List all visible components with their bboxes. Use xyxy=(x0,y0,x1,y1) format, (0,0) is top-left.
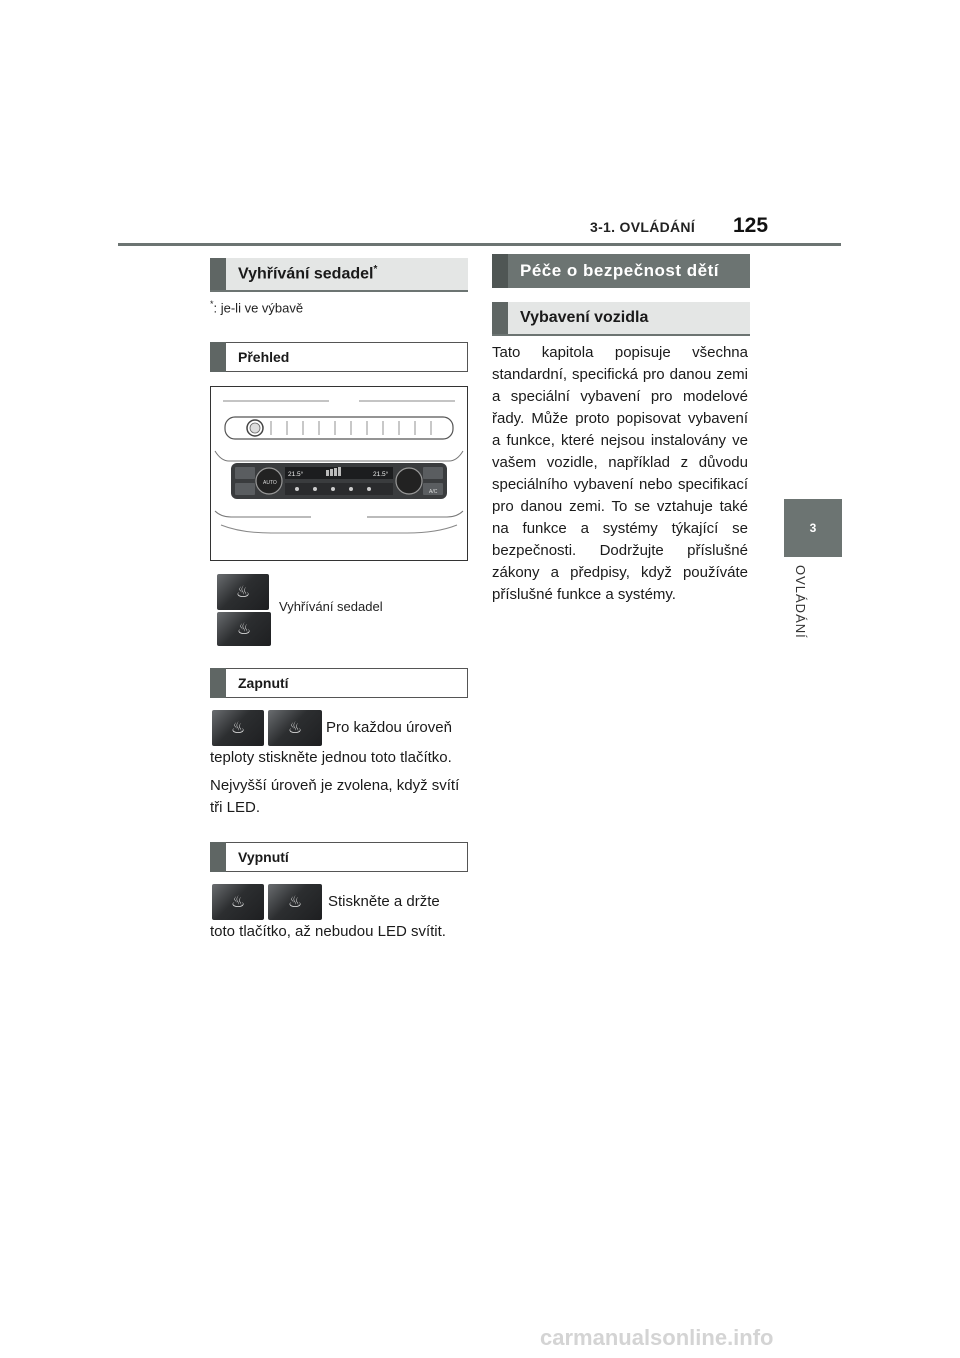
section-heading-child-safety xyxy=(492,254,750,288)
climate-panel-drawing xyxy=(211,387,467,560)
footnote xyxy=(210,299,303,315)
seat-heating-icon: ♨ xyxy=(268,710,322,746)
footnote-text: : je-li ve výbavě xyxy=(213,300,304,316)
seat-heating-icon: ♨ xyxy=(217,574,269,610)
subheading-text: Zapnutí xyxy=(238,675,289,691)
ac-label: A/C xyxy=(429,489,438,495)
subheading-prehled xyxy=(210,342,468,372)
section-title: Péče o bezpečnost dětí xyxy=(520,261,719,280)
footnote-asterisk: * xyxy=(210,299,214,309)
seat-heating-icon: ♨ xyxy=(212,710,264,746)
header-divider xyxy=(118,243,841,246)
seat-heating-icon: ♨ xyxy=(212,884,264,920)
heading-bar xyxy=(210,258,226,290)
temp-left: 21.5° xyxy=(288,471,304,478)
climate-panel-figure xyxy=(210,386,468,561)
zapnuti-text-cont: teploty stiskněte jednou toto tlačítko. xyxy=(210,749,452,766)
vypnuti-text-cont: toto tlačítko, až nebudou LED svítit. xyxy=(210,923,446,940)
section-heading-seat-heating xyxy=(210,258,468,292)
subheading-text: Přehled xyxy=(238,349,290,365)
section-label: 3-1. OVLÁDÁNÍ xyxy=(590,219,696,235)
subheading-zapnuti xyxy=(210,668,468,698)
section-title: Vyhřívání sedadel xyxy=(238,265,374,283)
zapnuti-paragraph: Nejvyšší úroveň je zvolena, když svítí tři LED. xyxy=(210,777,460,816)
temp-right: 21.5° xyxy=(373,471,389,478)
auto-label: AUTO xyxy=(263,480,277,486)
subheading-vypnuti xyxy=(210,842,468,872)
subheading-text: Vypnutí xyxy=(238,849,289,865)
seat-heating-icon: ♨ xyxy=(268,884,322,920)
page-number: 125 xyxy=(733,214,769,237)
intro-paragraph: Tato kapitola popisuje všechna standardní, specifická pro danou zemi a speciální vybavení pro modelové řady. Může proto popisovat vybavení a funkce, které nejsou instalovány ve vašem vozidle, například z důvodu speciálního vybavení nebo specifikací pro danou zemi. To se vztahuje také na funkce a systémy týkající se bezpečnosti. Dodržujte příslušné zákony a předpisy, když používáte příslušné funkce a systémy. xyxy=(492,344,748,603)
figure-caption: Vyhřívání sedadel xyxy=(279,599,383,614)
vypnuti-text-inline: Stiskněte a držte xyxy=(328,893,440,910)
zapnuti-text-inline: Pro každou úroveň xyxy=(326,719,452,736)
title-asterisk: * xyxy=(373,264,378,276)
seat-heating-icon: ♨ xyxy=(217,612,271,646)
subsection-title: Vybavení vozidla xyxy=(520,309,649,326)
chapter-tab xyxy=(784,499,842,557)
chapter-number: 3 xyxy=(809,521,817,535)
watermark: carmanualsonline.info xyxy=(540,1325,774,1350)
subsection-heading-vehicle-equipment xyxy=(492,302,750,336)
chapter-label: OVLÁDÁNÍ xyxy=(793,565,808,639)
